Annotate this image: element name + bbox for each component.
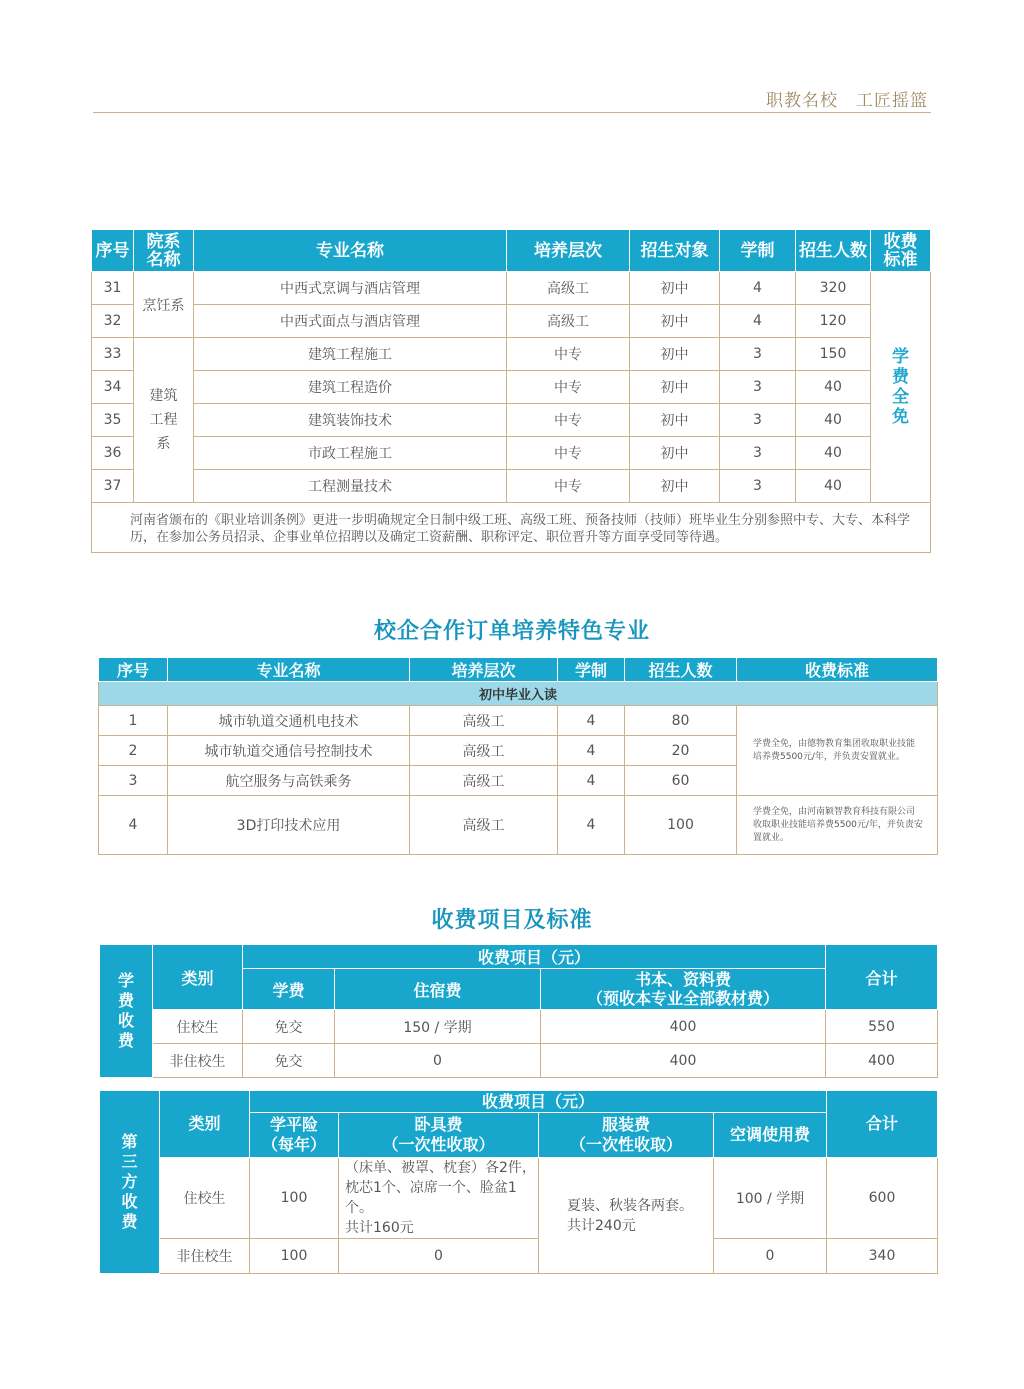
cell-quota: 60 <box>625 766 737 796</box>
col-header: 招生对象 <box>630 230 720 272</box>
cooperation-table <box>98 657 938 855</box>
tuition-fee-table <box>99 944 938 1078</box>
cell-quota: 320 <box>796 272 871 305</box>
cell-total: 550 <box>826 1010 938 1044</box>
cell-type: 非住校生 <box>153 1044 243 1078</box>
cell-target: 初中 <box>630 371 720 404</box>
cell-quota: 80 <box>625 706 737 736</box>
cell-bedding: 0 <box>339 1239 539 1274</box>
cell-index: 31 <box>92 272 134 305</box>
cell-major: 中西式烹调与酒店管理 <box>194 272 507 305</box>
cell-years: 4 <box>558 706 625 736</box>
col-header-total: 合计 <box>827 1091 938 1158</box>
cell-quota: 120 <box>796 305 871 338</box>
table-row <box>92 272 931 305</box>
col-header: 书本、资料费 （预收本专业全部教材费） <box>541 969 826 1010</box>
slogan-right: 工匠摇篮 <box>856 91 928 111</box>
table-header-row <box>92 230 931 272</box>
cell-clothing: 夏装、秋装各两套。 共计240元 <box>539 1158 714 1274</box>
cell-level: 中专 <box>507 437 630 470</box>
header-divider <box>93 112 931 113</box>
cell-type: 住校生 <box>153 1010 243 1044</box>
fee-cell: 学费全免 <box>871 272 931 503</box>
cell-quota: 40 <box>796 404 871 437</box>
cell-level: 高级工 <box>410 706 558 736</box>
cell-major: 建筑装饰技术 <box>194 404 507 437</box>
cell-years: 4 <box>558 796 625 855</box>
cell-index: 37 <box>92 470 134 503</box>
side-label: 第三方收费 <box>100 1091 160 1274</box>
table-row <box>100 1044 938 1078</box>
cell-tuition: 免交 <box>243 1044 335 1078</box>
fee-note: 学费全免，由德物教育集团收取职业技能培养费5500元/年，并负责安置就业。 <box>737 706 938 796</box>
cell-index: 4 <box>99 796 168 855</box>
table-row <box>99 796 938 855</box>
table-row <box>100 1010 938 1044</box>
cell-target: 初中 <box>630 437 720 470</box>
subheader-row <box>99 682 938 706</box>
cell-bedding: （床单、被罩、枕套）各2件， 枕芯1个、凉席一个、脸盆1个。 共计160元 <box>339 1158 539 1239</box>
col-header: 专业名称 <box>168 658 410 682</box>
cell-major: 中西式面点与酒店管理 <box>194 305 507 338</box>
note-row <box>92 503 931 553</box>
policy-note: 河南省颁布的《职业培训条例》更进一步明确规定全日制中级工班、高级工班、预备技师（技师）班毕业生分别参照中专、大专、本科学历，在参加公务员招录、企事业单位招聘以及确定工资薪酬、职称评定、职位晋升等方面享受同等待遇。 <box>92 503 931 553</box>
col-header: 培养层次 <box>410 658 558 682</box>
cell-level: 高级工 <box>410 796 558 855</box>
cell-target: 初中 <box>630 305 720 338</box>
cell-quota: 150 <box>796 338 871 371</box>
cell-quota: 40 <box>796 371 871 404</box>
table-row <box>92 404 931 437</box>
section-title-fees: 收费项目及标准 <box>431 908 593 933</box>
cell-index: 33 <box>92 338 134 371</box>
header-slogan <box>748 86 928 111</box>
col-header: 招生人数 <box>796 230 871 272</box>
col-header: 收费标准 <box>737 658 938 682</box>
dept-name: 建筑工程系 <box>134 338 194 503</box>
col-header: 收费标准 <box>871 230 931 272</box>
cell-level: 中专 <box>507 338 630 371</box>
cell-lodging: 150 / 学期 <box>335 1010 541 1044</box>
cell-target: 初中 <box>630 470 720 503</box>
cell-ac: 100 / 学期 <box>714 1158 827 1239</box>
cell-index: 36 <box>92 437 134 470</box>
col-header: 服装费 （一次性收取） <box>539 1113 714 1158</box>
third-party-fee-table <box>99 1090 938 1274</box>
col-header: 培养层次 <box>507 230 630 272</box>
cell-target: 初中 <box>630 338 720 371</box>
cell-books: 400 <box>541 1010 826 1044</box>
fee-note: 学费全免，由河南颖智教育科技有限公司收取职业技能培养费5500元/年，并负责安置就业。 <box>737 796 938 855</box>
majors-table <box>91 229 931 553</box>
table-row <box>92 338 931 371</box>
cell-major: 航空服务与高铁乘务 <box>168 766 410 796</box>
col-header: 空调使用费 <box>714 1113 827 1158</box>
cell-level: 高级工 <box>507 272 630 305</box>
side-label: 学费收费 <box>100 945 153 1078</box>
col-header-category: 类别 <box>153 945 243 1010</box>
cell-index: 34 <box>92 371 134 404</box>
cell-major: 市政工程施工 <box>194 437 507 470</box>
cell-total: 400 <box>826 1044 938 1078</box>
cell-lodging: 0 <box>335 1044 541 1078</box>
col-header: 住宿费 <box>335 969 541 1010</box>
cell-major: 建筑工程造价 <box>194 371 507 404</box>
cell-years: 4 <box>720 272 796 305</box>
cell-tuition: 免交 <box>243 1010 335 1044</box>
col-header-category: 类别 <box>160 1091 250 1158</box>
cell-quota: 20 <box>625 736 737 766</box>
cell-insurance: 100 <box>250 1158 339 1239</box>
dept-name: 烹饪系 <box>134 272 194 338</box>
cell-years: 4 <box>720 305 796 338</box>
cell-type: 非住校生 <box>160 1239 250 1274</box>
section-title-cooperation: 校企合作订单培养特色专业 <box>373 619 650 644</box>
col-header: 学平险 （每年） <box>250 1113 339 1158</box>
cell-index: 2 <box>99 736 168 766</box>
cell-index: 35 <box>92 404 134 437</box>
cell-type: 住校生 <box>160 1158 250 1239</box>
table-row <box>92 470 931 503</box>
cell-years: 4 <box>558 766 625 796</box>
cell-quota: 40 <box>796 470 871 503</box>
cell-insurance: 100 <box>250 1239 339 1274</box>
col-header: 序号 <box>92 230 134 272</box>
table-row <box>100 1158 938 1239</box>
table-header-row <box>100 945 938 969</box>
col-header: 学制 <box>720 230 796 272</box>
cell-index: 3 <box>99 766 168 796</box>
cell-years: 4 <box>558 736 625 766</box>
col-header: 序号 <box>99 658 168 682</box>
cell-ac: 0 <box>714 1239 827 1274</box>
col-header: 学制 <box>558 658 625 682</box>
col-header: 专业名称 <box>194 230 507 272</box>
cell-target: 初中 <box>630 404 720 437</box>
cell-years: 3 <box>720 470 796 503</box>
col-header: 院系名称 <box>134 230 194 272</box>
cell-level: 中专 <box>507 470 630 503</box>
cell-index: 32 <box>92 305 134 338</box>
cell-target: 初中 <box>630 272 720 305</box>
slogan-left: 职教名校 <box>766 91 838 111</box>
cell-years: 3 <box>720 437 796 470</box>
table-header-row <box>100 1091 938 1113</box>
table-row <box>92 305 931 338</box>
table-row <box>99 706 938 736</box>
group-header: 收费项目（元） <box>243 945 826 969</box>
cell-index: 1 <box>99 706 168 736</box>
cell-level: 高级工 <box>507 305 630 338</box>
cell-years: 3 <box>720 371 796 404</box>
group-header: 收费项目（元） <box>250 1091 827 1113</box>
cell-major: 城市轨道交通机电技术 <box>168 706 410 736</box>
cell-quota: 40 <box>796 437 871 470</box>
cell-level: 高级工 <box>410 766 558 796</box>
col-header: 学费 <box>243 969 335 1010</box>
cell-books: 400 <box>541 1044 826 1078</box>
cell-total: 340 <box>827 1239 938 1274</box>
col-header: 卧具费 （一次性收取） <box>339 1113 539 1158</box>
cell-total: 600 <box>827 1158 938 1239</box>
col-header: 招生人数 <box>625 658 737 682</box>
table-header-row <box>99 658 938 682</box>
cell-level: 中专 <box>507 404 630 437</box>
cell-major: 工程测量技术 <box>194 470 507 503</box>
cell-level: 高级工 <box>410 736 558 766</box>
table-row <box>92 437 931 470</box>
cell-major: 城市轨道交通信号控制技术 <box>168 736 410 766</box>
col-header-total: 合计 <box>826 945 938 1010</box>
cell-level: 中专 <box>507 371 630 404</box>
cell-years: 3 <box>720 338 796 371</box>
cell-years: 3 <box>720 404 796 437</box>
subheader: 初中毕业入读 <box>99 682 938 706</box>
cell-quota: 100 <box>625 796 737 855</box>
cell-major: 3D打印技术应用 <box>168 796 410 855</box>
table-row <box>92 371 931 404</box>
cell-major: 建筑工程施工 <box>194 338 507 371</box>
table-row <box>100 1239 938 1274</box>
